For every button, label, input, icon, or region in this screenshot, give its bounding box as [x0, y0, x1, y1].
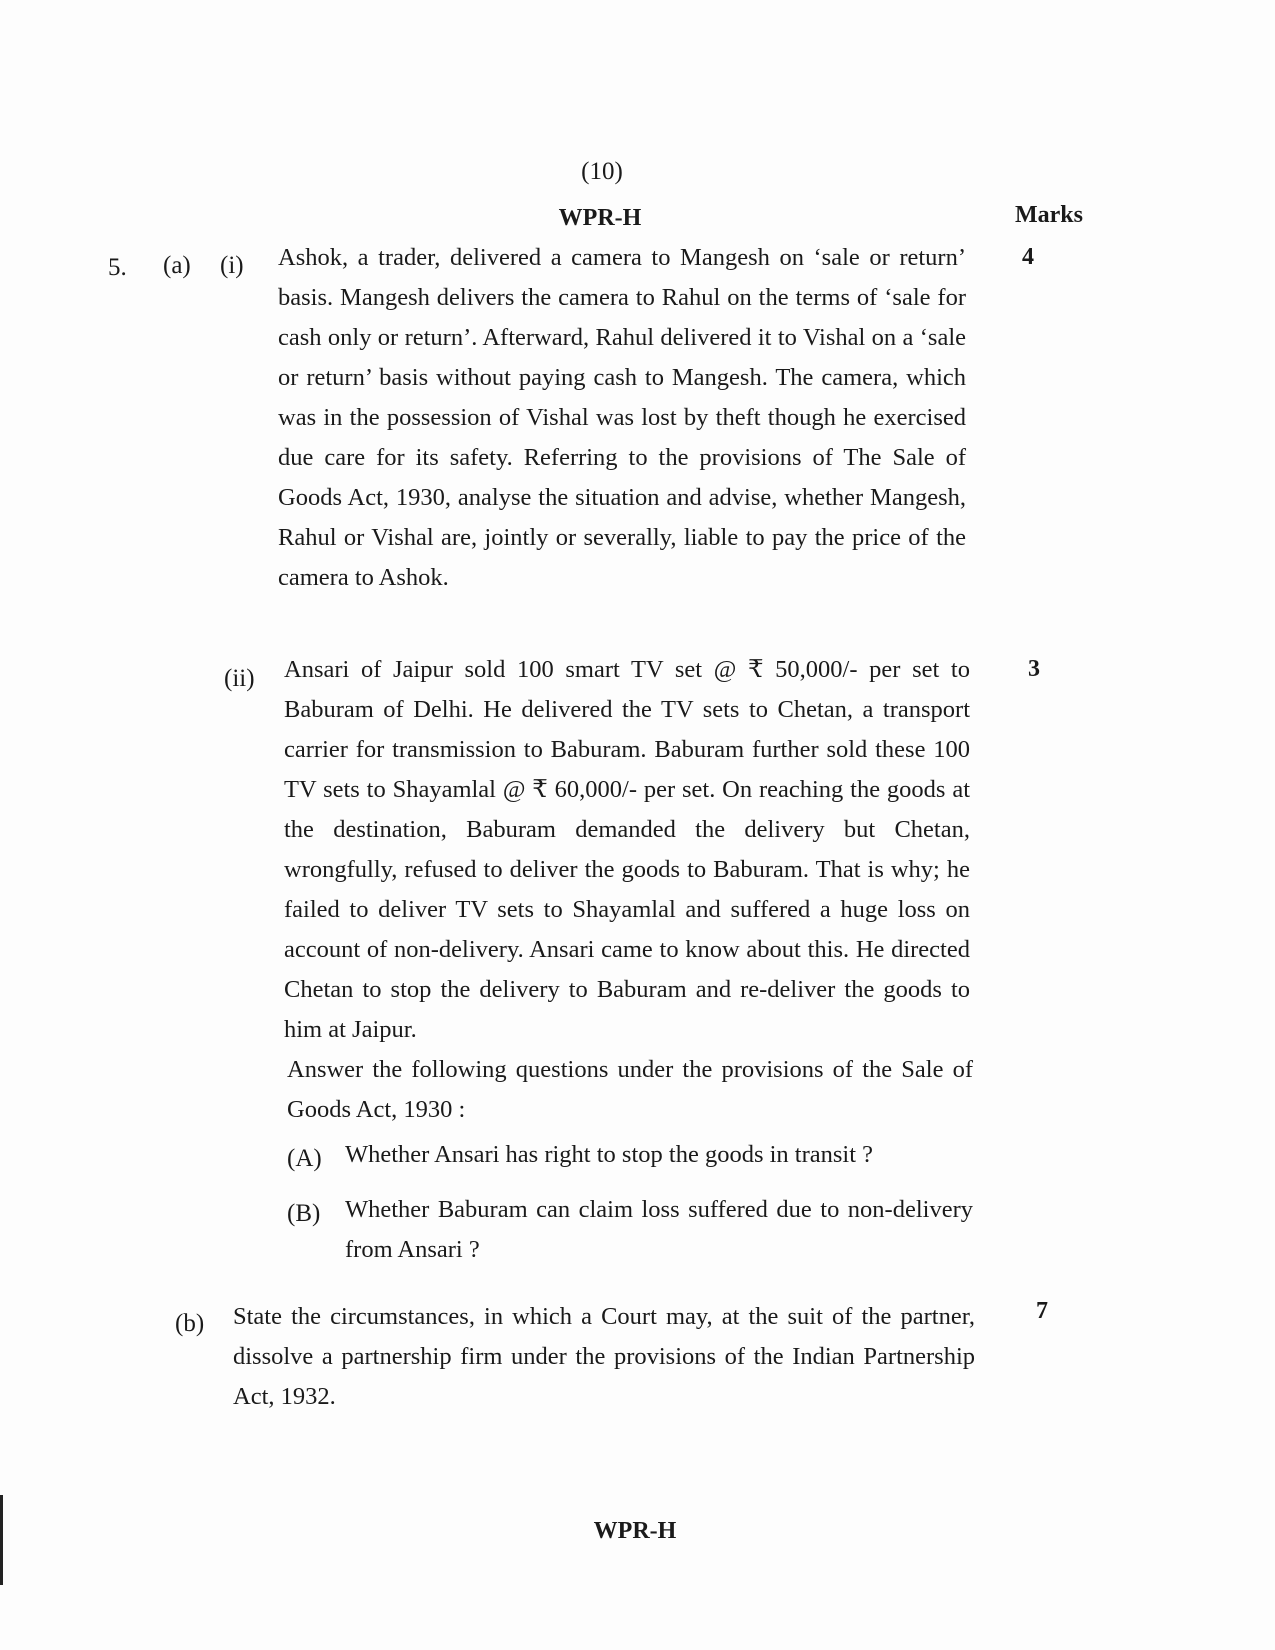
paper-code-footer: WPR-H [593, 1518, 677, 1544]
paper-code-header: WPR-H [558, 205, 642, 231]
sub-question-i-text: Ashok, a trader, delivered a camera to Mangesh on ‘sale or return’ basis. Mangesh delivers the camera to Rahul on the terms of ‘sale for cash only or return’. Afterward, Rahul delivered it to Vishal on a ‘sale or return’ basis without paying cash to Mangesh. The camera, which was in the possession of Vishal was lost by theft though he exercised due care for its safety. Referring to the provisions of The Sale of Goods Act, 1930, analyse the situation and advise, whether Mangesh, Rahul or Vishal are, jointly or severally, liable to pay the price of the camera to Ashok. [278, 244, 966, 591]
sub-question-ii-label: (ii) [224, 665, 255, 692]
page-number: (10) [581, 158, 623, 185]
scan-edge-mark [0, 1495, 3, 1585]
part-b-text: State the circumstances, in which a Court may, at the suit of the partner, dissolve a partnership firm under the provisions of the Indian Partnership Act, 1932. [233, 1303, 975, 1410]
part-b-marks: 7 [1036, 1298, 1048, 1324]
sub-question-i-label: (i) [220, 252, 244, 279]
question-a-text: Whether Ansari has right to stop the goods in transit ? [345, 1141, 874, 1168]
sub-question-ii-marks: 3 [1028, 656, 1040, 682]
question-b-label: (B) [287, 1200, 321, 1227]
sub-question-ii-instruction: Answer the following questions under the provisions of the Sale of Goods Act, 1930 : [287, 1056, 973, 1123]
question-number: 5. [108, 254, 127, 281]
sub-question-ii-text: Ansari of Jaipur sold 100 smart TV set @ ₹ 50,000/- per set to Baburam of Delhi. He delivered the TV sets to Chetan, a transport carrier for transmission to Baburam. Baburam further sold these 100 TV sets to Shayamlal @ ₹ 60,000/- per set. On reaching the goods at the destination, Baburam demanded the delivery but Chetan, wrongfully, refused to deliver the goods to Baburam. That is why; he failed to deliver TV sets to Shayamlal and suffered a huge loss on account of non-delivery. Ansari came to know about this. He directed Chetan to stop the delivery to Baburam and re-deliver the goods to him at Jaipur. [284, 656, 970, 1043]
sub-question-i-marks: 4 [1022, 244, 1034, 270]
part-b-label: (b) [175, 1310, 205, 1337]
question-b-text: Whether Baburam can claim loss suffered due to non-delivery from Ansari ? [345, 1196, 973, 1263]
part-a-label: (a) [163, 252, 191, 279]
marks-column-heading: Marks [1015, 202, 1083, 228]
question-a-label: (A) [287, 1145, 322, 1172]
